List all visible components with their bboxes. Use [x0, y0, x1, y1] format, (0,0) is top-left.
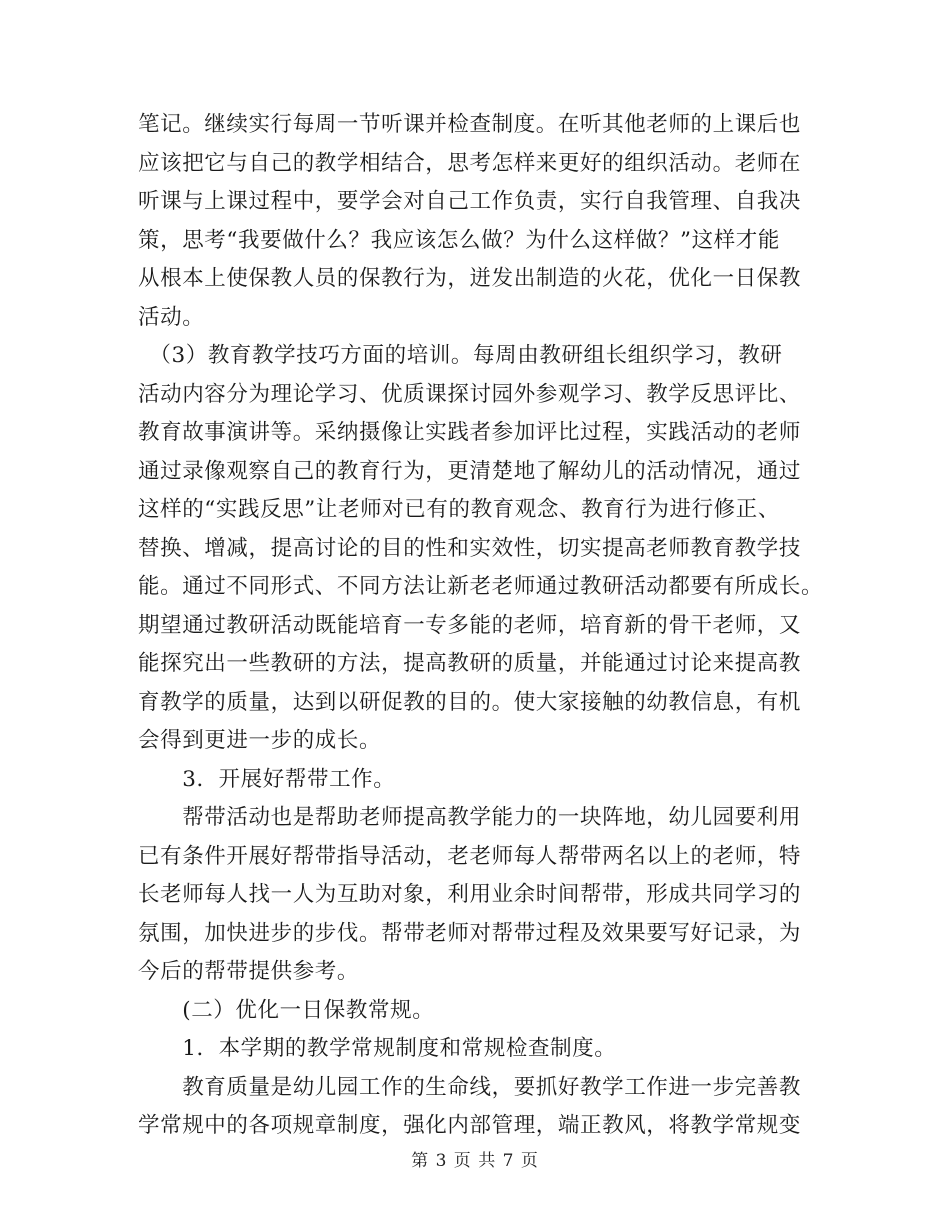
text-line: 育教学的质量，达到以研促教的目的。使大家接触的幼教信息，有机: [138, 689, 802, 715]
text-line: 3．开展好帮带工作。: [138, 766, 396, 792]
text-line: 1．本学期的教学常规制度和常规检查制度。: [138, 1036, 617, 1061]
text-line: 能探究出一些教研的方法，提高教研的质量，并能通过讨论来提高教: [138, 651, 802, 676]
text-line: 替换、增减，提高讨论的目的性和实效性，切实提高老师教育教学技: [138, 535, 802, 561]
page-number-footer: 第 3 页 共 7 页: [411, 1151, 539, 1171]
text-line: （3）教育教学技巧方面的培训。每周由教研组长组织学习，教研: [138, 343, 783, 368]
text-line: 能。通过不同形式、不同方法让新老老师通过教研活动都要有所成长。: [138, 574, 824, 599]
text-line: 会得到更进一步的成长。: [138, 728, 382, 753]
text-line: 长老师每人找一人为互助对象，利用业余时间帮带，形成共同学习的: [138, 882, 802, 907]
text-line: 活动内容分为理论学习、优质课探讨园外参观学习、教学反思评比、: [138, 381, 802, 407]
text-line: 从根本上使保教人员的保教行为，迸发出制造的火花，优化一日保教: [138, 266, 802, 291]
text-line: 策，思考“我要做什么？我应该怎么做？为什么这样做？”这样才能: [138, 227, 780, 253]
body-text: [138, 106, 824, 1146]
text-line: 活动。: [138, 304, 205, 330]
text-line: 听课与上课过程中，要学会对自己工作负责，实行自我管理、自我决: [138, 189, 802, 214]
text-line: 教育质量是幼儿园工作的生命线，要抓好教学工作进一步完善教: [138, 1074, 802, 1100]
text-line: 帮带活动也是帮助老师提高教学能力的一块阵地，幼儿园要利用: [138, 805, 802, 830]
text-line: 氛围，加快进步的步伐。帮带老师对帮带过程及效果要写好记录，为: [138, 920, 802, 946]
text-line: 应该把它与自己的教学相结合，思考怎样来更好的组织活动。老师在: [138, 150, 802, 176]
text-line: (二）优化一日保教常规。: [138, 997, 435, 1023]
text-line: 期望通过教研活动既能培育一专多能的老师，培育新的骨干老师，又: [138, 612, 802, 638]
text-line: 笔记。继续实行每周一节听课并检查制度。在听其他老师的上课后也: [138, 112, 802, 137]
text-line: 这样的“实践反思”让老师对已有的教育观念、教育行为进行修正、: [138, 497, 780, 522]
text-line: 已有条件开展好帮带指导活动，老老师每人帮带两名以上的老师，特: [138, 843, 802, 869]
text-line: 教育故事演讲等。采纳摄像让实践者参加评比过程，实践活动的老师: [138, 420, 802, 445]
text-line: 今后的帮带提供参考。: [138, 959, 360, 984]
text-line: 学常规中的各项规章制度，强化内部管理，端正教风，将教学常规变: [138, 1113, 802, 1138]
text-line: 通过录像观察自己的教育行为，更清楚地了解幼儿的活动情况，通过: [138, 458, 802, 484]
